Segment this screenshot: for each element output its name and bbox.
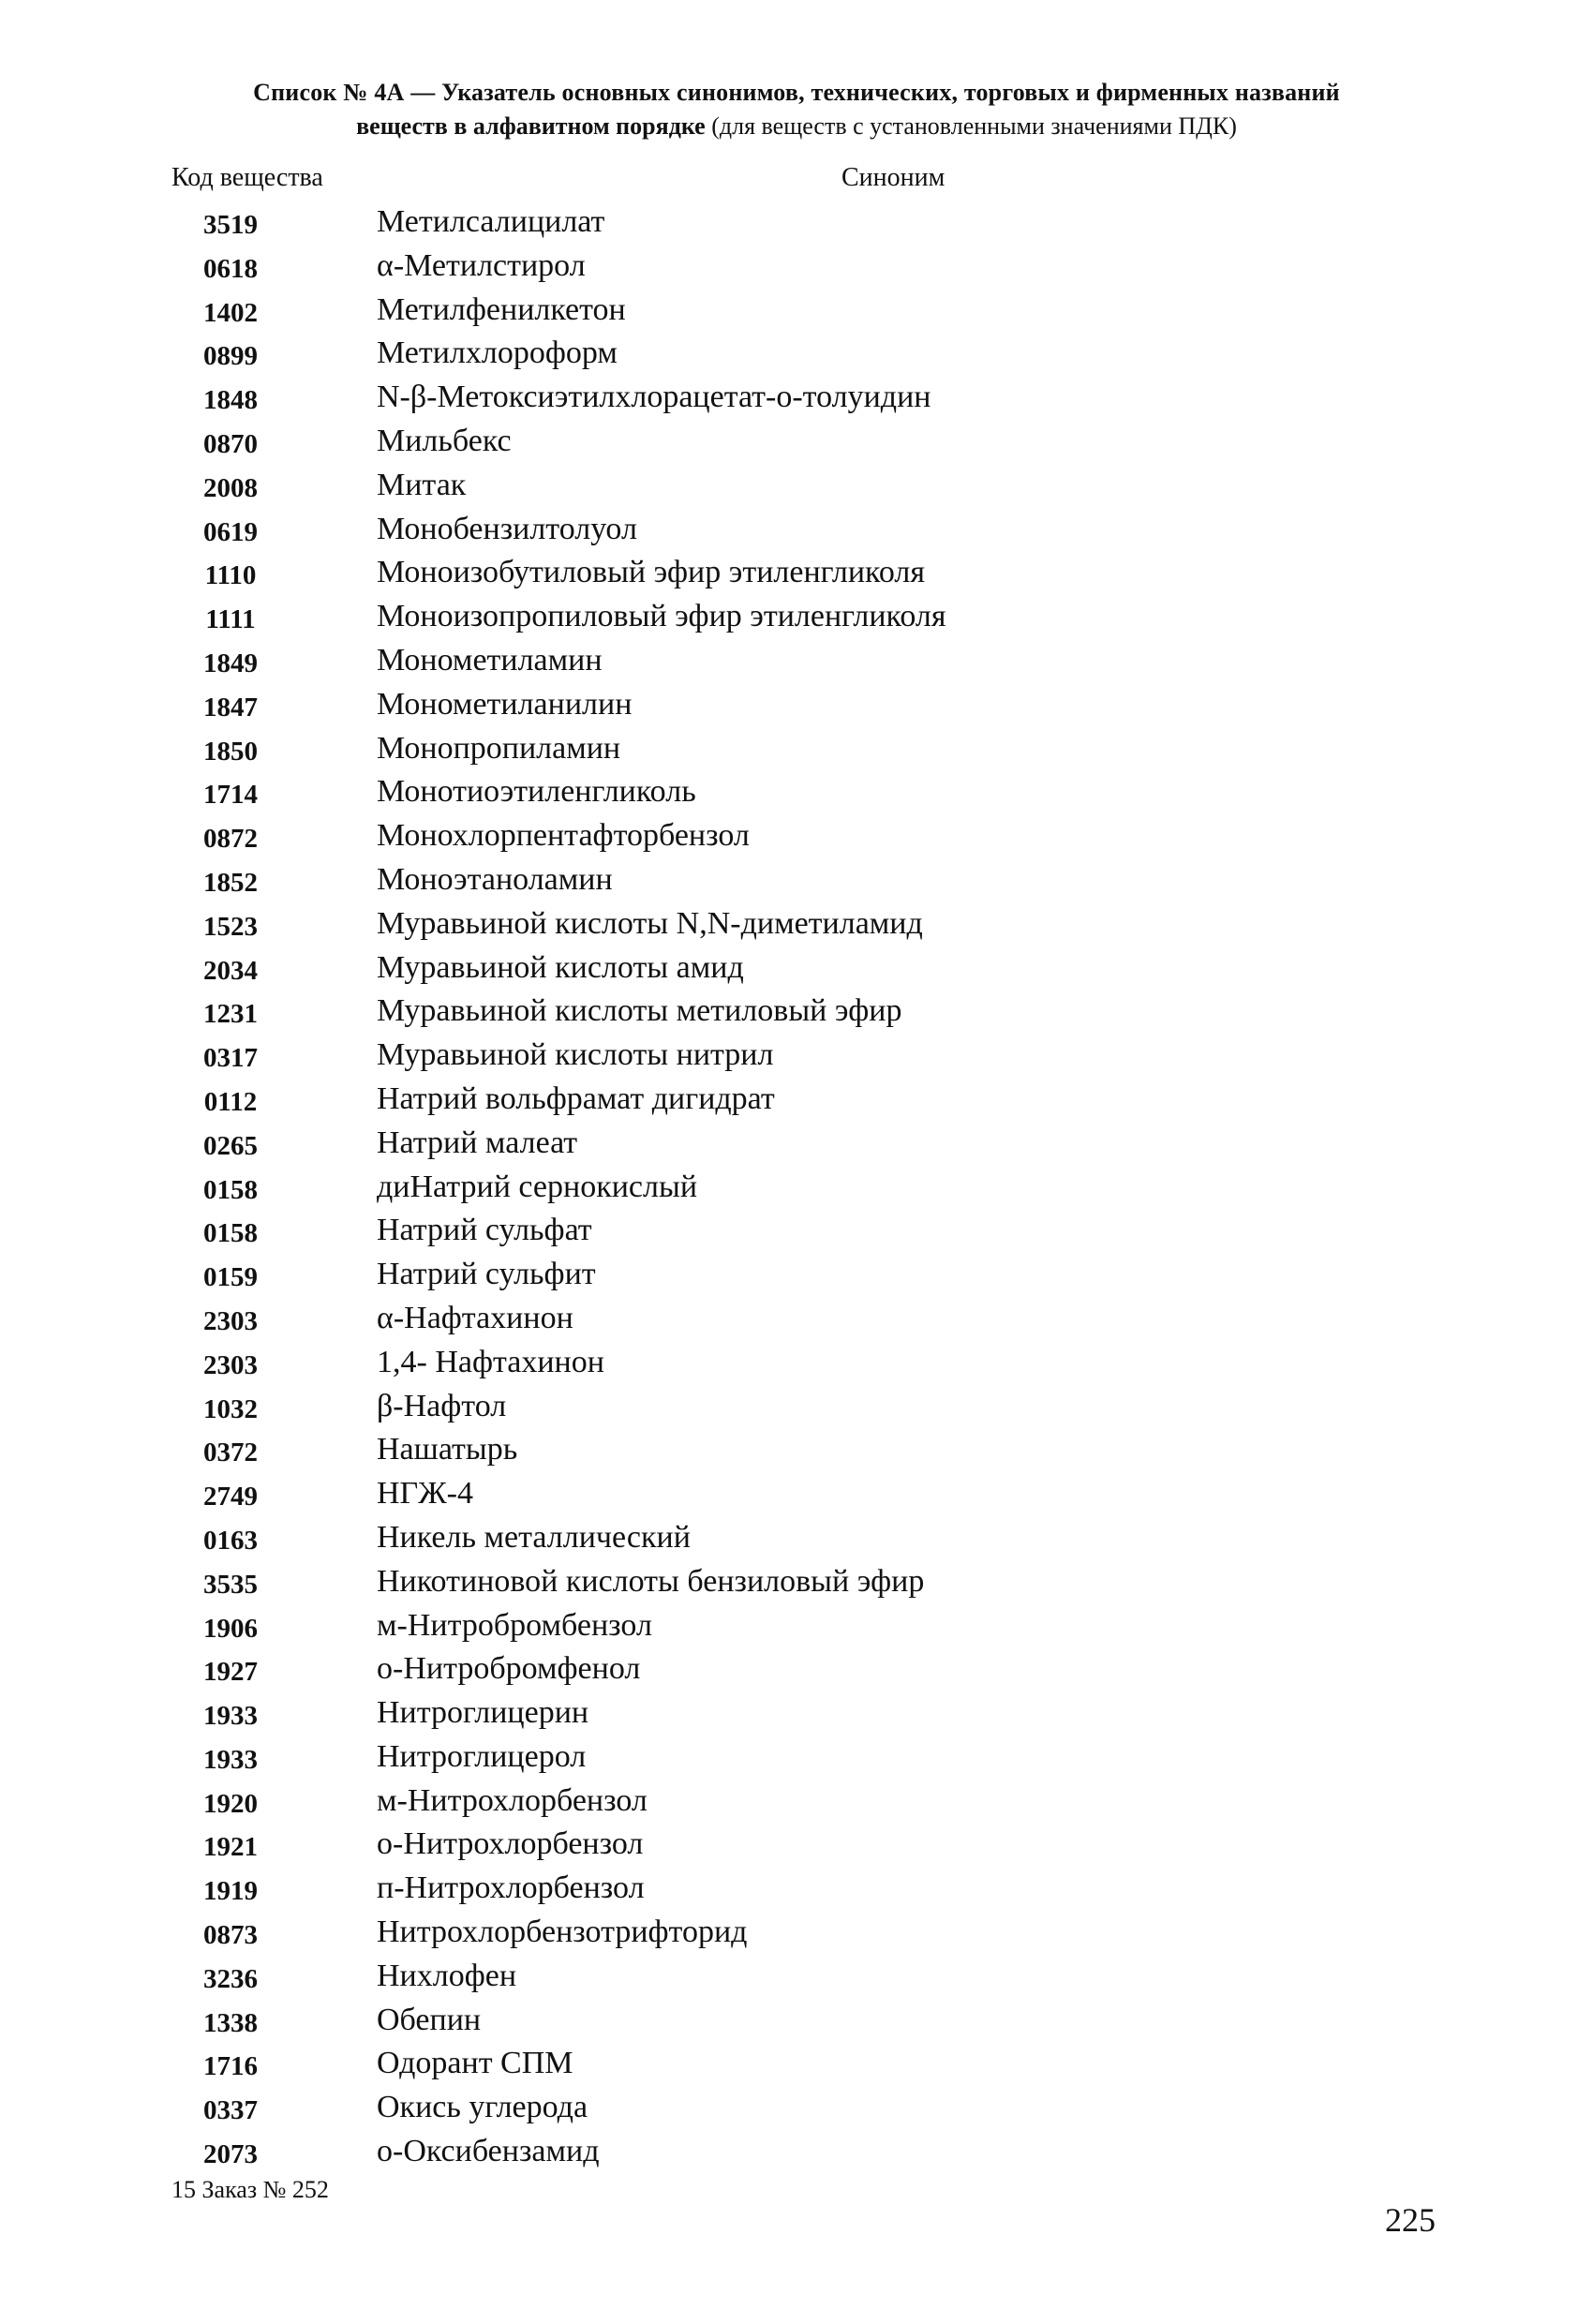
substance-code: 1716 [203, 2051, 258, 2082]
table-row [0, 599, 1593, 643]
substance-code: 1919 [203, 1876, 258, 1907]
table-row [0, 643, 1593, 687]
synonym-name: α-Метилстирол [377, 247, 586, 283]
synonym-name: Обепин [377, 2002, 482, 2037]
synonym-name: Метилсалицилат [377, 204, 605, 239]
synonym-name: Окись углерода [377, 2090, 588, 2125]
synonym-table [0, 204, 1593, 2178]
table-row [0, 1914, 1593, 1959]
substance-code: 0265 [203, 1130, 258, 1161]
substance-code: 1231 [203, 999, 258, 1030]
table-row [0, 2046, 1593, 2090]
synonym-name: Монометиламин [377, 642, 603, 678]
synonym-name: α-Нафтахинон [377, 1300, 573, 1335]
page-number: 225 [1385, 2201, 1436, 2239]
substance-code: 0872 [203, 824, 258, 855]
substance-code: 0870 [203, 428, 258, 459]
table-row [0, 993, 1593, 1037]
substance-code: 2303 [203, 1305, 258, 1336]
synonym-name: Натрий вольфрамат дигидрат [377, 1080, 775, 1116]
substance-code: 1849 [203, 648, 258, 678]
synonym-name: о-Оксибензамид [377, 2134, 600, 2169]
substance-code: 1848 [203, 385, 258, 416]
synonym-name: Натрий сульфат [377, 1213, 592, 1248]
substance-code: 1714 [203, 780, 258, 811]
substance-code: 1338 [203, 2007, 258, 2038]
synonym-name: Метилхлороформ [377, 335, 618, 371]
table-row [0, 248, 1593, 292]
substance-code: 0158 [203, 1174, 258, 1205]
table-row [0, 2003, 1593, 2047]
substance-code: 3535 [203, 1569, 258, 1600]
synonym-name: Монохлорпентафторбензол [377, 818, 750, 854]
substance-code: 2303 [203, 1349, 258, 1380]
substance-code: 0899 [203, 341, 258, 372]
synonym-name: N-β-Метоксиэтилхлорацетат-о-толуидин [377, 380, 931, 415]
substance-code: 0317 [203, 1043, 258, 1074]
table-row [0, 468, 1593, 512]
substance-code: 1920 [203, 1788, 258, 1819]
table-row [0, 1037, 1593, 1081]
synonym-name: Монобензилтолуол [377, 511, 637, 546]
list-subtitle [141, 112, 1452, 141]
table-row [0, 862, 1593, 906]
synonym-name: м-Нитробромбензол [377, 1607, 652, 1643]
synonym-name: Нихлофен [377, 1958, 517, 1993]
substance-code: 0163 [203, 1525, 258, 1556]
synonym-name: диНатрий сернокислый [377, 1169, 698, 1204]
list-subtitle-rest: (для веществ с установленными значениями ПДК) [705, 112, 1237, 140]
table-row [0, 1301, 1593, 1345]
synonym-name: β-Нафтол [377, 1388, 507, 1423]
substance-code: 0337 [203, 2095, 258, 2126]
synonym-name: о-Нитрохлорбензол [377, 1826, 644, 1862]
substance-code: 0618 [203, 253, 258, 284]
substance-code: 0112 [203, 1086, 258, 1117]
substance-code: 1110 [204, 560, 257, 591]
synonym-name: Натрий сульфит [377, 1257, 596, 1292]
table-row [0, 1608, 1593, 1652]
synonym-name: Метилфенилкетон [377, 291, 626, 327]
table-row [0, 818, 1593, 862]
column-header-synonym: Синоним [841, 163, 945, 192]
list-subtitle-bold: веществ в алфавитном порядке [356, 112, 706, 140]
substance-code: 1906 [203, 1613, 258, 1644]
table-row [0, 380, 1593, 424]
synonym-name: Муравьиной кислоты нитрил [377, 1037, 774, 1073]
table-row [0, 1432, 1593, 1476]
substance-code: 2749 [203, 1482, 258, 1512]
synonym-name: Муравьиной кислоты амид [377, 949, 744, 985]
synonym-name: Митак [377, 467, 467, 502]
substance-code: 1402 [203, 297, 258, 328]
synonym-name: Монометиланилин [377, 686, 633, 722]
table-row [0, 731, 1593, 775]
synonym-name: Монопропиламин [377, 730, 621, 766]
synonym-name: Нитрохлорбензотрифторид [377, 1914, 748, 1950]
table-row [0, 1213, 1593, 1257]
table-row [0, 1169, 1593, 1214]
table-row [0, 687, 1593, 731]
table-row [0, 1564, 1593, 1608]
table-row [0, 292, 1593, 336]
substance-code: 0159 [203, 1262, 258, 1293]
synonym-name: о-Нитробромфенол [377, 1651, 641, 1687]
list-title: Список № 4А — Указатель основных синонимов, технических, торговых и фирменных названий [253, 79, 1340, 106]
synonym-name: Моноизопропиловый эфир этиленгликоля [377, 599, 946, 634]
substance-code: 1847 [203, 692, 258, 723]
synonym-name: п-Нитрохлорбензол [377, 1870, 645, 1906]
table-row [0, 1870, 1593, 1914]
substance-code: 3519 [203, 210, 258, 240]
table-row [0, 1651, 1593, 1695]
table-row [0, 1739, 1593, 1783]
table-row [0, 1389, 1593, 1433]
table-row [0, 950, 1593, 994]
synonym-name: Муравьиной кислоты N,N-диметиламид [377, 905, 923, 941]
substance-code: 0873 [203, 1920, 258, 1951]
synonym-name: 1,4- Нафтахинон [377, 1344, 604, 1379]
substance-code: 1032 [203, 1393, 258, 1424]
substance-code: 1927 [203, 1657, 258, 1688]
synonym-name: Монотиоэтиленгликоль [377, 774, 696, 810]
table-row [0, 1476, 1593, 1520]
table-row [0, 1783, 1593, 1827]
table-row [0, 1520, 1593, 1564]
table-row [0, 1959, 1593, 2003]
table-row [0, 555, 1593, 599]
substance-code: 2008 [203, 472, 258, 503]
substance-code: 1933 [203, 1701, 258, 1732]
table-row [0, 906, 1593, 950]
synonym-name: Никотиновой кислоты бензиловый эфир [377, 1563, 925, 1599]
synonym-name: Муравьиной кислоты метиловый эфир [377, 993, 902, 1029]
substance-code: 1933 [203, 1744, 258, 1775]
table-row [0, 1826, 1593, 1870]
column-header-code: Код вещества [171, 163, 323, 192]
synonym-name: Натрий малеат [377, 1125, 578, 1160]
substance-code: 0372 [203, 1438, 258, 1468]
substance-code: 3236 [203, 1963, 258, 1994]
synonym-name: Никель металлический [377, 1519, 691, 1555]
substance-code: 1523 [203, 911, 258, 942]
substance-code: 0158 [203, 1218, 258, 1249]
table-row [0, 424, 1593, 468]
table-row [0, 1081, 1593, 1125]
substance-code: 2034 [203, 955, 258, 986]
table-row [0, 1345, 1593, 1389]
table-row [0, 2134, 1593, 2178]
table-row [0, 204, 1593, 248]
synonym-name: Одорант СПМ [377, 2046, 573, 2081]
substance-code: 2073 [203, 2139, 258, 2170]
synonym-name: Нитроглицерол [377, 1738, 587, 1774]
print-order-note: 15 Заказ № 252 [171, 2176, 329, 2203]
table-row [0, 335, 1593, 380]
synonym-name: Мильбекс [377, 423, 512, 458]
substance-code: 1111 [205, 604, 256, 635]
substance-code: 1921 [203, 1832, 258, 1863]
synonym-name: Моноэтаноламин [377, 861, 613, 897]
synonym-name: м-Нитрохлорбензол [377, 1782, 648, 1818]
table-row [0, 1695, 1593, 1739]
table-row [0, 2090, 1593, 2134]
substance-code: 1850 [203, 736, 258, 767]
synonym-name: Нашатырь [377, 1432, 518, 1467]
synonym-name: Моноизобутиловый эфир этиленгликоля [377, 555, 925, 590]
table-row [0, 774, 1593, 818]
synonym-name: НГЖ-4 [377, 1476, 473, 1512]
substance-code: 1852 [203, 867, 258, 898]
table-row [0, 1125, 1593, 1169]
synonym-name: Нитроглицерин [377, 1695, 589, 1731]
substance-code: 0619 [203, 516, 258, 547]
table-row [0, 1257, 1593, 1301]
table-row [0, 512, 1593, 556]
